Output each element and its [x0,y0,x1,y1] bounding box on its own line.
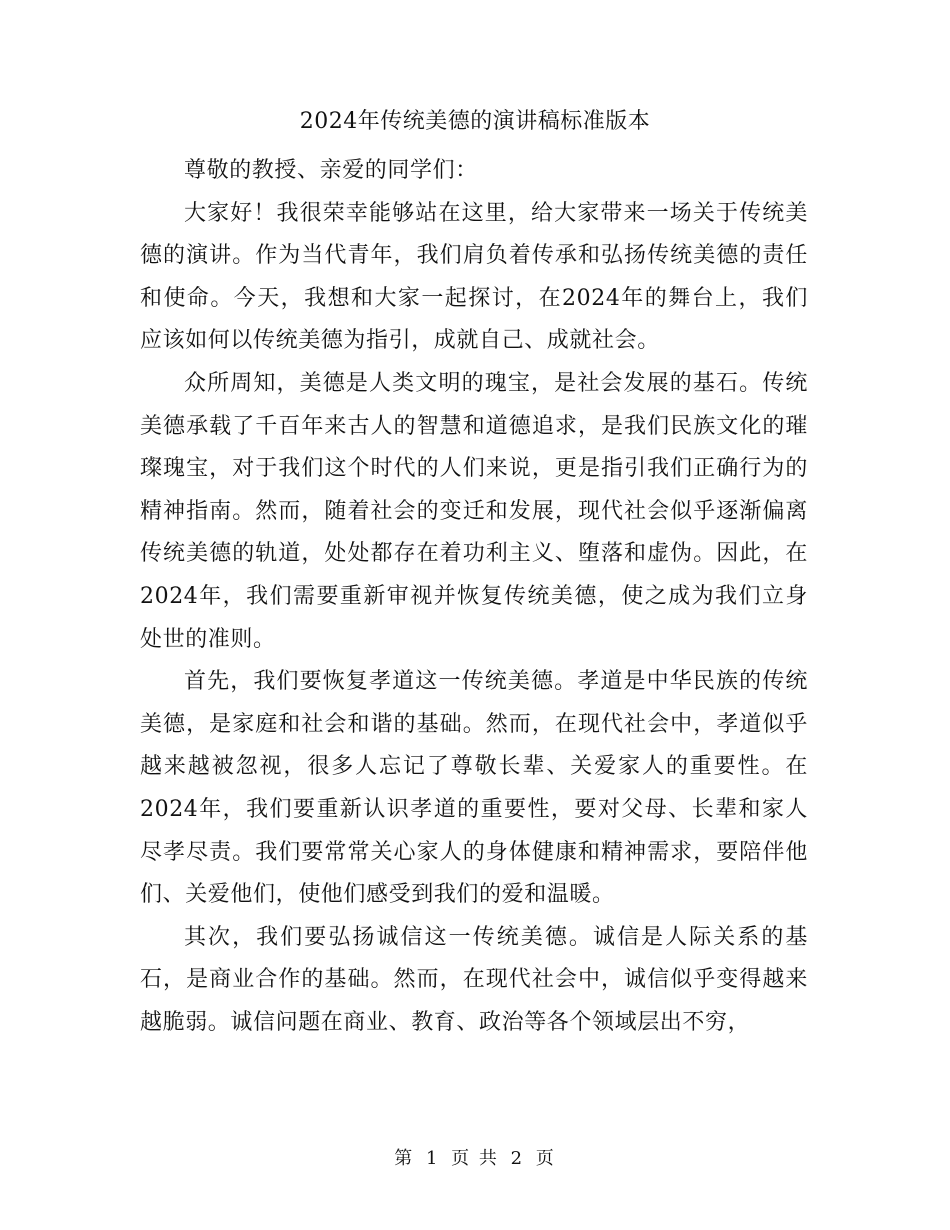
footer-current-page: 1 [425,1148,440,1169]
footer-suffix: 页 [535,1148,556,1169]
paragraph-intro: 大家好！我很荣幸能够站在这里，给大家带来一场关于传统美德的演讲。作为当代青年，我们肩负着传承和弘扬传统美德的责任和使命。今天，我想和大家一起探讨，在2024年的舞台上，我们应该如何以传统美德为指引，成就自己、成就社会。 [140,200,808,354]
document-body [140,150,808,1044]
paragraph-filial-piety: 首先，我们要恢复孝道这一传统美德。孝道是中华民族的传统美德，是家庭和社会和谐的基础。然而，在现代社会中，孝道似乎越来越被忽视，很多人忘记了尊敬长辈、关爱家人的重要性。在2024年，我们要重新认识孝道的重要性，要对父母、长辈和家人尽孝尽责。我们要常常关心家人的身体健康和精神需求，要陪伴他们、关爱他们，使他们感受到我们的爱和温暖。 [140,669,808,908]
page-number-footer [0,1146,950,1172]
footer-total-pages: 2 [510,1148,525,1169]
paragraph-integrity: 其次，我们要弘扬诚信这一传统美德。诚信是人际关系的基石，是商业合作的基础。然而，在现代社会中，诚信似乎变得越来越脆弱。诚信问题在商业、教育、政治等各个领域层出不穷， [140,924,808,1035]
footer-middle: 页 共 [451,1148,499,1169]
salutation: 尊敬的教授、亲爱的同学们： [184,158,478,183]
paragraph-virtue-foundation: 众所周知，美德是人类文明的瑰宝，是社会发展的基石。传统美德承载了千百年来古人的智慧和道德追求，是我们民族文化的璀璨瑰宝，对于我们这个时代的人们来说，更是指引我们正确行为的精神指南。然而，随着社会的变迁和发展，现代社会似乎逐渐偏离传统美德的轨道，处处都存在着功利主义、堕落和虚伪。因此，在2024年，我们需要重新审视并恢复传统美德，使之成为我们立身处世的准则。 [140,370,808,652]
footer-prefix: 第 [394,1148,415,1169]
document-title: 2024年传统美德的演讲稿标准版本 [299,109,651,134]
